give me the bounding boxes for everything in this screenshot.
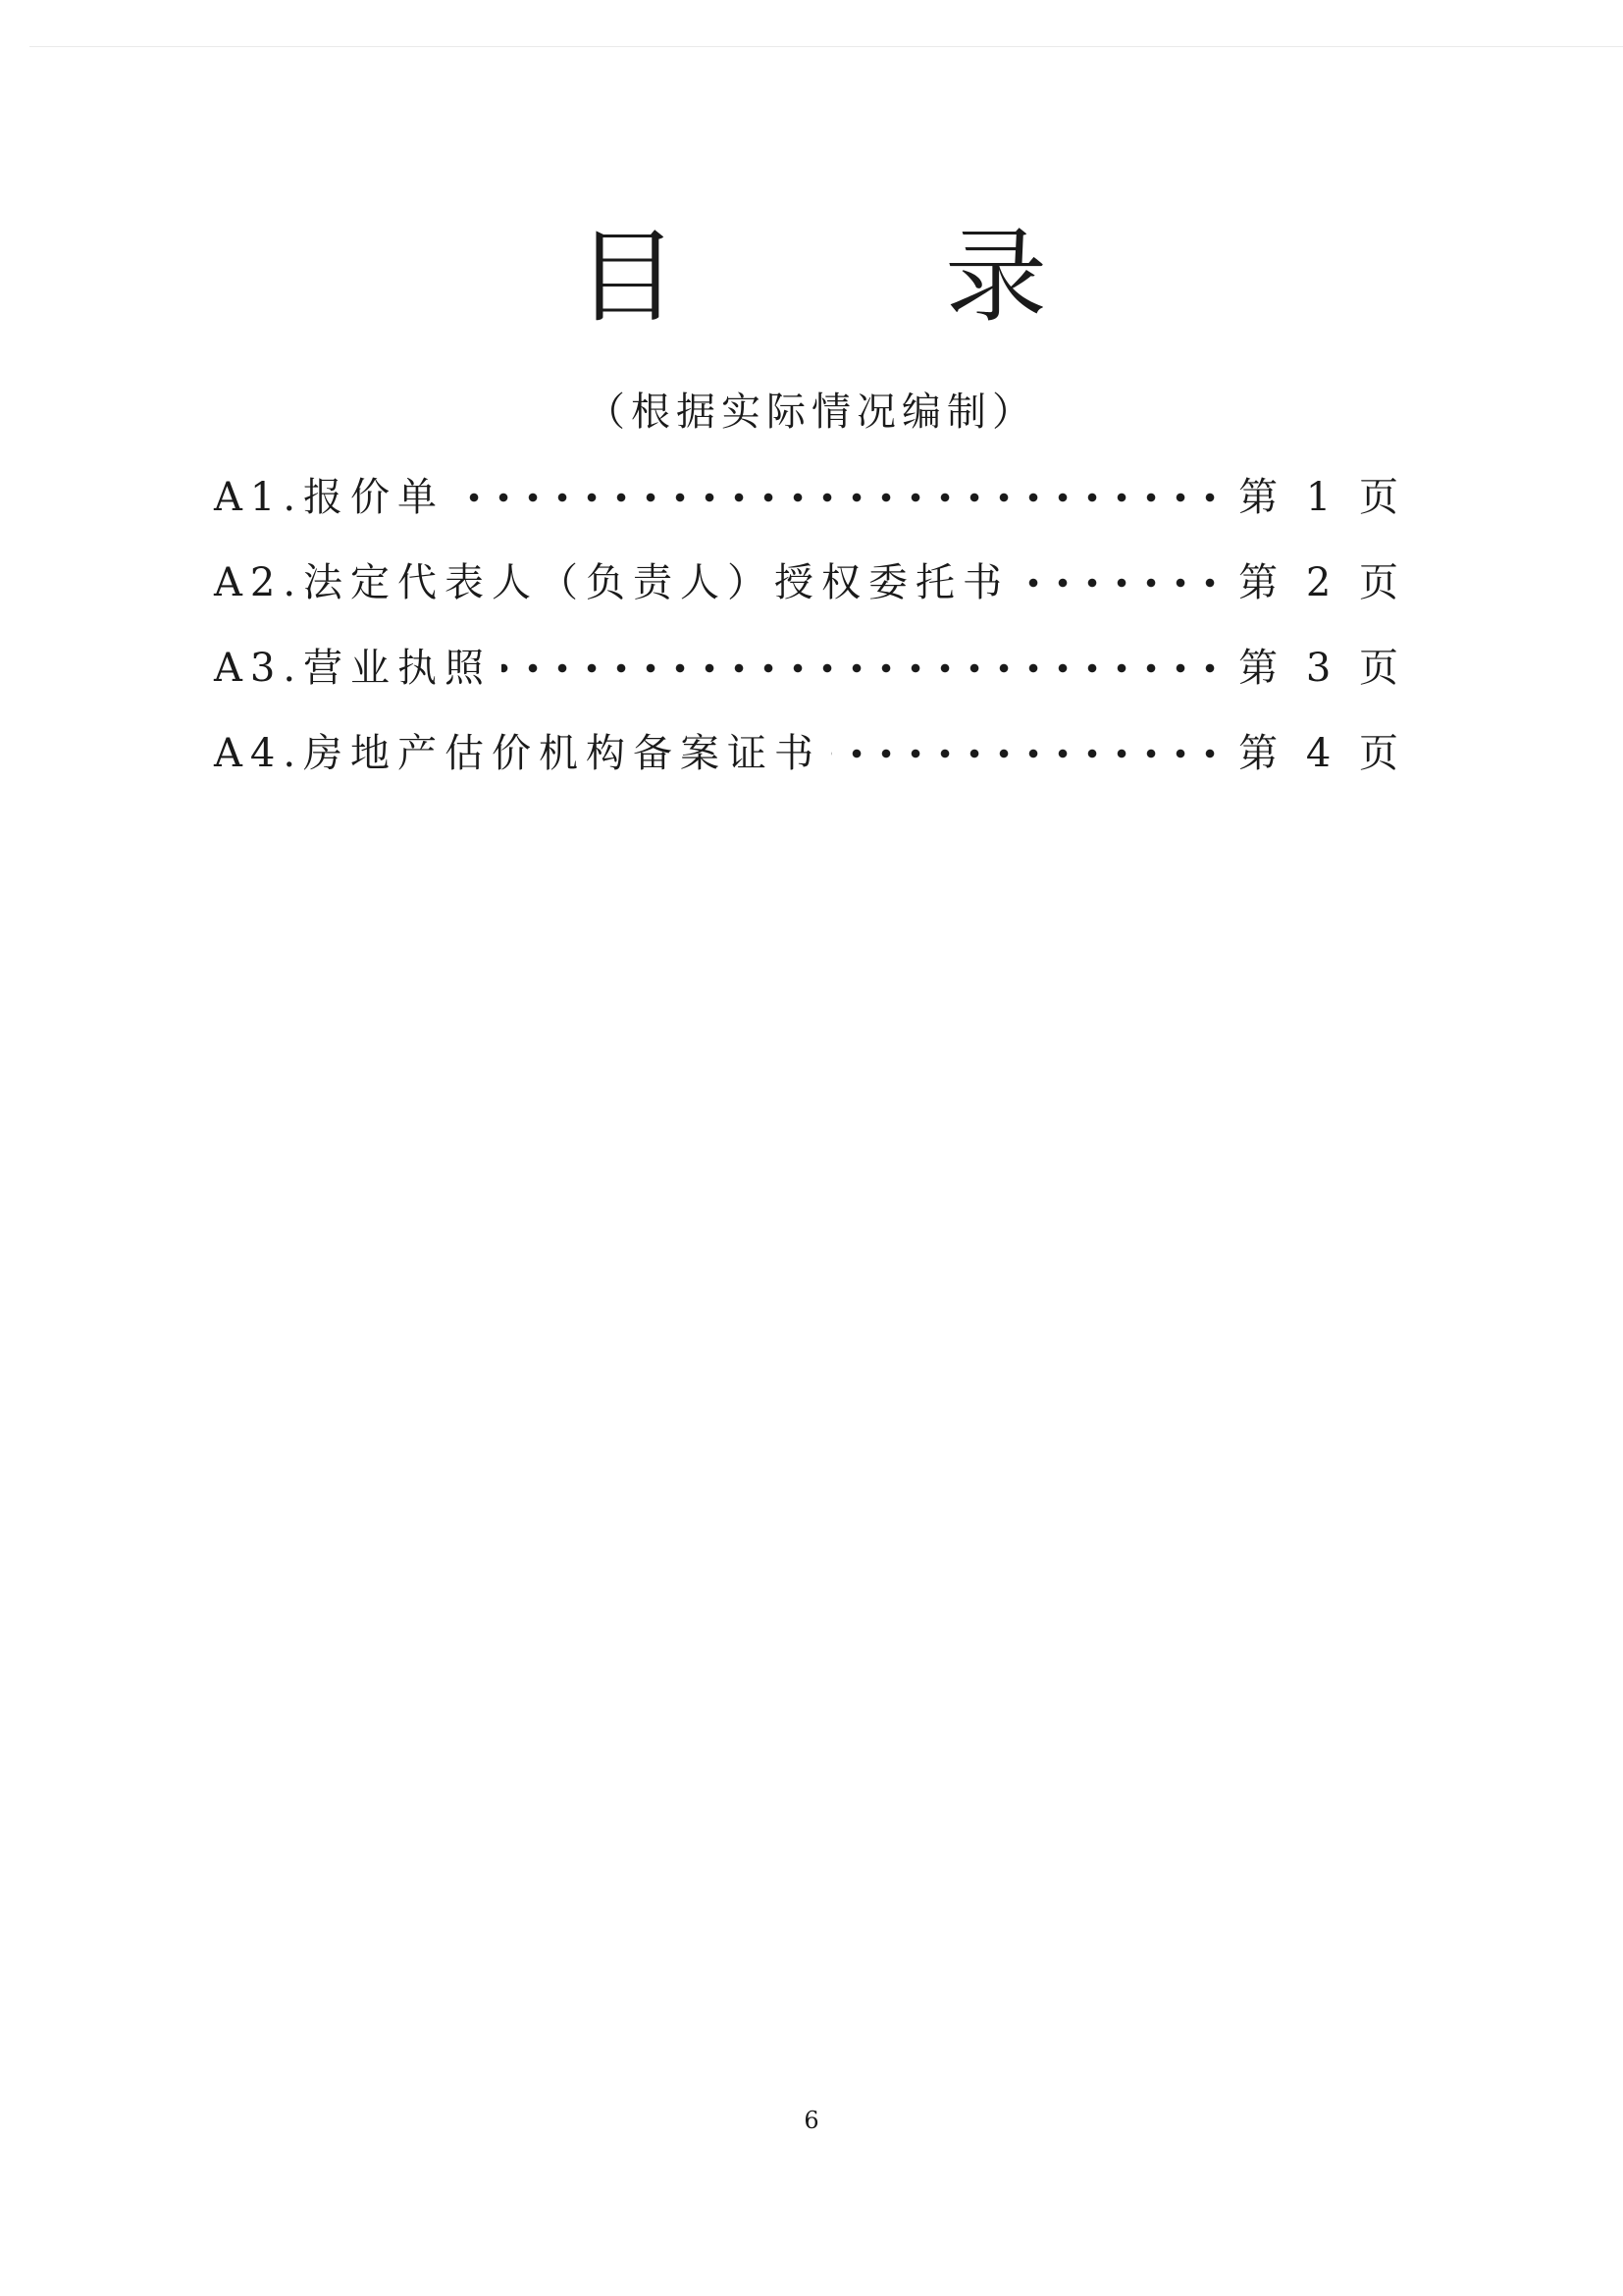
toc-entry — [214, 725, 1406, 782]
toc-entry — [214, 554, 1406, 611]
toc-entry — [214, 469, 1406, 526]
toc-dot-leader — [501, 640, 1225, 697]
page-subtitle: （根据实际情况编制） — [586, 390, 1037, 435]
toc-entry-page: 第 1 页 — [1238, 475, 1406, 520]
toc-entry-label: A3.营业执照 — [214, 646, 493, 691]
toc-entry-label: A4.房地产估价机构备案证书 — [214, 731, 822, 776]
toc-dot-leader — [454, 469, 1225, 526]
toc-dot-leader — [831, 725, 1225, 782]
toc-entry-label: A1.报价单 — [214, 475, 445, 520]
table-of-contents — [214, 469, 1406, 810]
toc-dot-leader — [1020, 554, 1225, 611]
toc-entry-label: A2.法定代表人（负责人）授权委托书 — [214, 560, 1011, 605]
toc-entry-page: 第 4 页 — [1238, 731, 1406, 776]
toc-entry — [214, 640, 1406, 697]
toc-entry-page: 第 3 页 — [1238, 646, 1406, 691]
page-title: 目 录 — [575, 217, 1129, 337]
toc-entry-page: 第 2 页 — [1238, 560, 1406, 605]
page-number: 6 — [804, 2107, 819, 2134]
page-top-rule — [29, 46, 1623, 47]
